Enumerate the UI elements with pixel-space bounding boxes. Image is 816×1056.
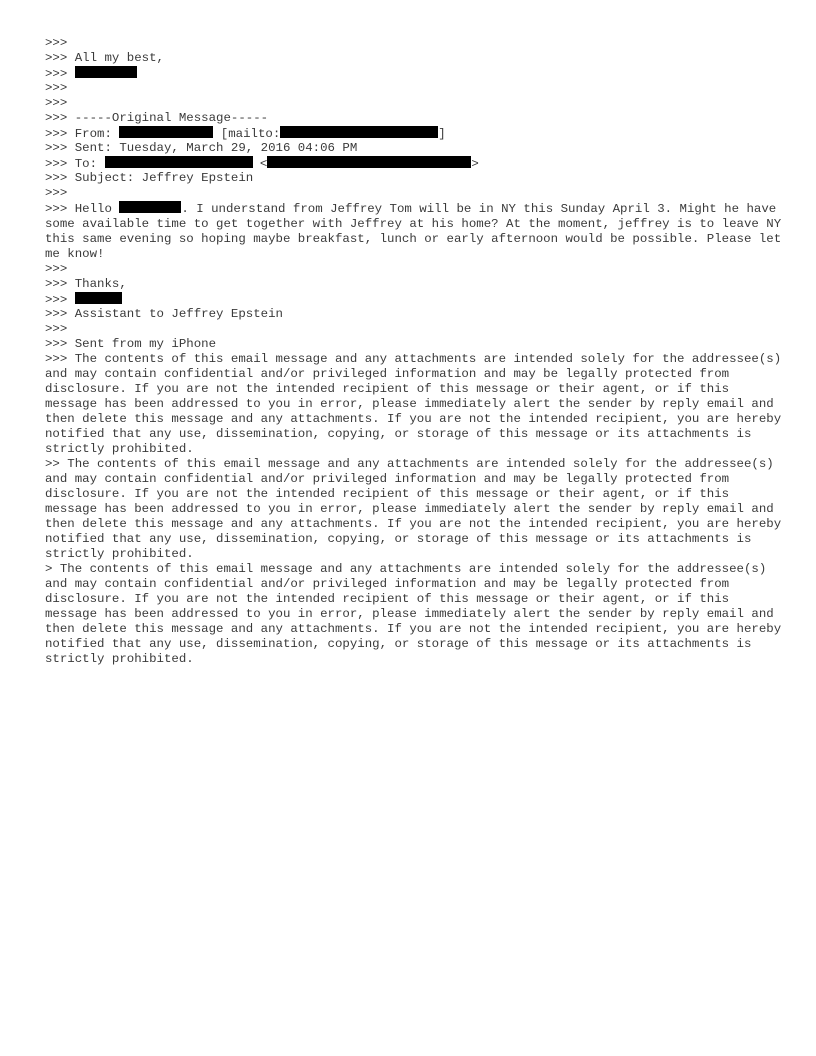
from-label: >>> From: [45, 127, 120, 141]
redaction-box [119, 126, 213, 138]
quote-line: >>> [45, 96, 68, 110]
redaction-box [119, 201, 181, 213]
disclaimer-paragraph: > The contents of this email message and any attachments are intended solely for the addressee(s) and may contain confidential and/or privileged information and may be legally protected from disclosure. If you are not the intended recipient of this message or their agent, or if this message has been addressed to you in error, please immediately alert the sender by reply email and then delete this message and any attachments. If you are not the intended recipient, you are hereby notified that any use, dissemination, copying, or storage of this message or its attachments is strictly prohibited. [45, 562, 782, 666]
signature-line [45, 66, 785, 81]
sent-from-iphone-line: >>> Sent from my iPhone [45, 337, 217, 351]
hello-prefix: >>> Hello [45, 202, 120, 216]
quote-line: >>> [45, 186, 68, 200]
subject-line: >>> Subject: Jeffrey Epstein [45, 171, 254, 185]
to-close: > [471, 157, 479, 171]
quote-line: >>> [45, 36, 68, 50]
disclaimer-paragraph: >> The contents of this email message and any attachments are intended solely for the addressee(s) and may contain confidential and/or privileged information and may be legally protected from disclosure. If you are not the intended recipient of this message or their agent, or if this message has been addressed to you in error, please immediately alert the sender by reply email and then delete this message and any attachments. If you are not the intended recipient, you are hereby notified that any use, dissemination, copying, or storage of this message or its attachments is strictly prohibited. [45, 457, 782, 561]
quote-line: >>> [45, 262, 68, 276]
redaction-box [280, 126, 438, 138]
redaction-box [105, 156, 253, 168]
quote-prefix: >>> [45, 67, 75, 81]
sent-line: >>> Sent: Tuesday, March 29, 2016 04:06 PM [45, 141, 358, 155]
quote-prefix: >>> [45, 293, 75, 307]
quote-line: >>> [45, 81, 68, 95]
to-label: >>> To: [45, 157, 105, 171]
original-message-header: >>> -----Original Message----- [45, 111, 269, 125]
disclaimer-paragraph: >>> The contents of this email message and any attachments are intended solely for the addressee(s) and may contain confidential and/or privileged information and may be legally protected from disclosure. If you are not the intended recipient of this message or their agent, or if this message has been addressed to you in error, please immediately alert the sender by reply email and then delete this message and any attachments. If you are not the intended recipient, you are hereby notified that any use, dissemination, copying, or storage of this message or its attachments is strictly prohibited. [45, 352, 782, 456]
from-line [45, 126, 785, 141]
signature-line [45, 292, 785, 307]
redaction-box [267, 156, 471, 168]
to-open: < [252, 157, 268, 171]
message-body [45, 201, 785, 262]
closing-line: >>> All my best, [45, 51, 164, 65]
message-text: . I understand from Jeffrey Tom will be in NY this Sunday April 3. Might he have some available time to get together with Jeffrey at his home? At the moment, jeffrey is to leave NY this same evening so hoping maybe breakfast, lunch or early afternoon would be possible. Please let me know! [45, 202, 782, 261]
mailto-open: [mailto: [213, 127, 281, 141]
assistant-line: >>> Assistant to Jeffrey Epstein [45, 307, 283, 321]
redaction-box [75, 292, 122, 304]
to-line [45, 156, 785, 171]
thanks-line: >>> Thanks, [45, 277, 127, 291]
mailto-close: ] [438, 127, 446, 141]
redaction-box [75, 66, 137, 78]
quote-line: >>> [45, 322, 68, 336]
email-document [45, 36, 785, 667]
